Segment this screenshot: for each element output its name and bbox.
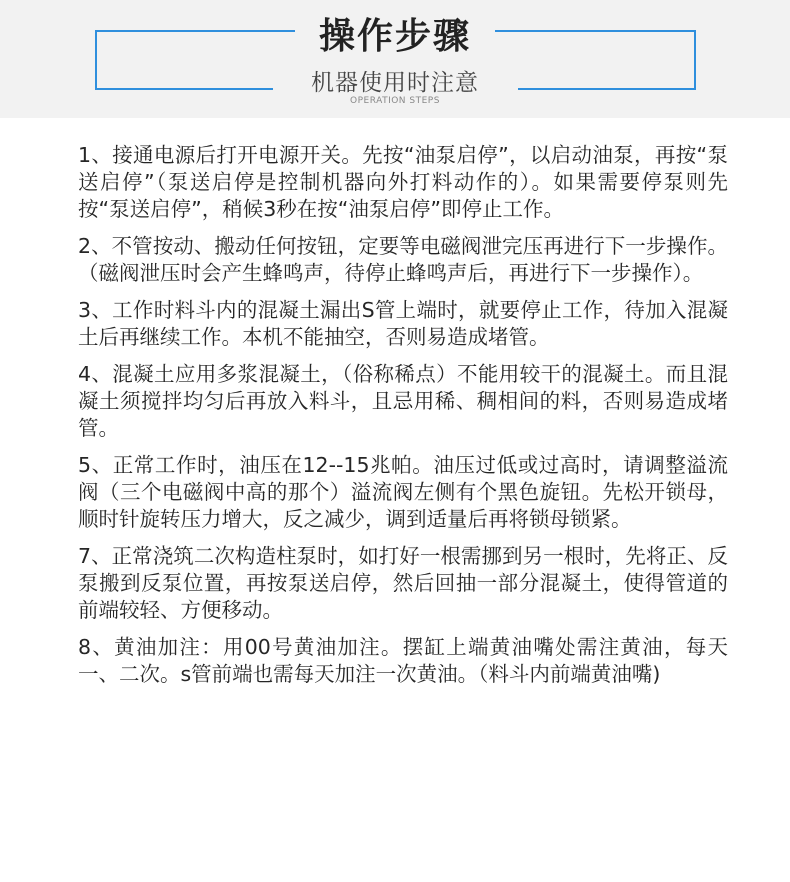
- page-title: 操作步骤: [318, 16, 471, 57]
- step-item: 8、黄油加注：用00号黄油加注。摆缸上端黄油嘴处需注黄油，每天一、二次。s管前端也需每天加注一次黄油。（料斗内前端黄油嘴): [78, 635, 728, 686]
- step-item: 3、工作时料斗内的混凝土漏出S管上端时，就要停止工作，待加入混凝土后再继续工作。本机不能抽空，否则易造成堵管。: [78, 298, 728, 349]
- step-item: 2、不管按动、搬动任何按钮，定要等电磁阀泄完压再进行下一步操作。（磁阀泄压时会产生蜂鸣声，待停止蜂鸣声后，再进行下一步操作）。: [78, 234, 728, 285]
- step-item: 4、混凝土应用多浆混凝土，（俗称稀点）不能用较干的混凝土。而且混凝土须搅拌均匀后再放入料斗，且忌用稀、稠相间的料，否则易造成堵管。: [78, 362, 728, 440]
- step-item: 1、接通电源后打开电源开关。先按“油泵启停”，以启动油泵，再按“泵送启停”（泵送启停是控制机器向外打料动作的）。如果需要停泵则先按“泵送启停”，稍候3秒在按“油泵启停”即停止工作。: [78, 143, 728, 221]
- page-subtitle-english: OPERATION STEPS: [350, 96, 440, 106]
- steps-list: [78, 142, 728, 698]
- header-banner: [0, 0, 790, 118]
- step-item: 5、正常工作时，油压在12--15兆帕。油压过低或过高时，请调整溢流阀（三个电磁阀中高的那个）溢流阀左侧有个黑色旋钮。先松开锁母，顺时针旋转压力增大，反之减少，调到适量后再将锁母锁紧。: [78, 453, 728, 531]
- step-item: 7、正常浇筑二次构造柱泵时，如打好一根需挪到另一根时，先将正、反泵搬到反泵位置，再按泵送启停，然后回抽一部分混凝土，使得管道的前端较轻、方便移动。: [78, 544, 728, 622]
- page-subtitle: 机器使用时注意: [311, 70, 479, 96]
